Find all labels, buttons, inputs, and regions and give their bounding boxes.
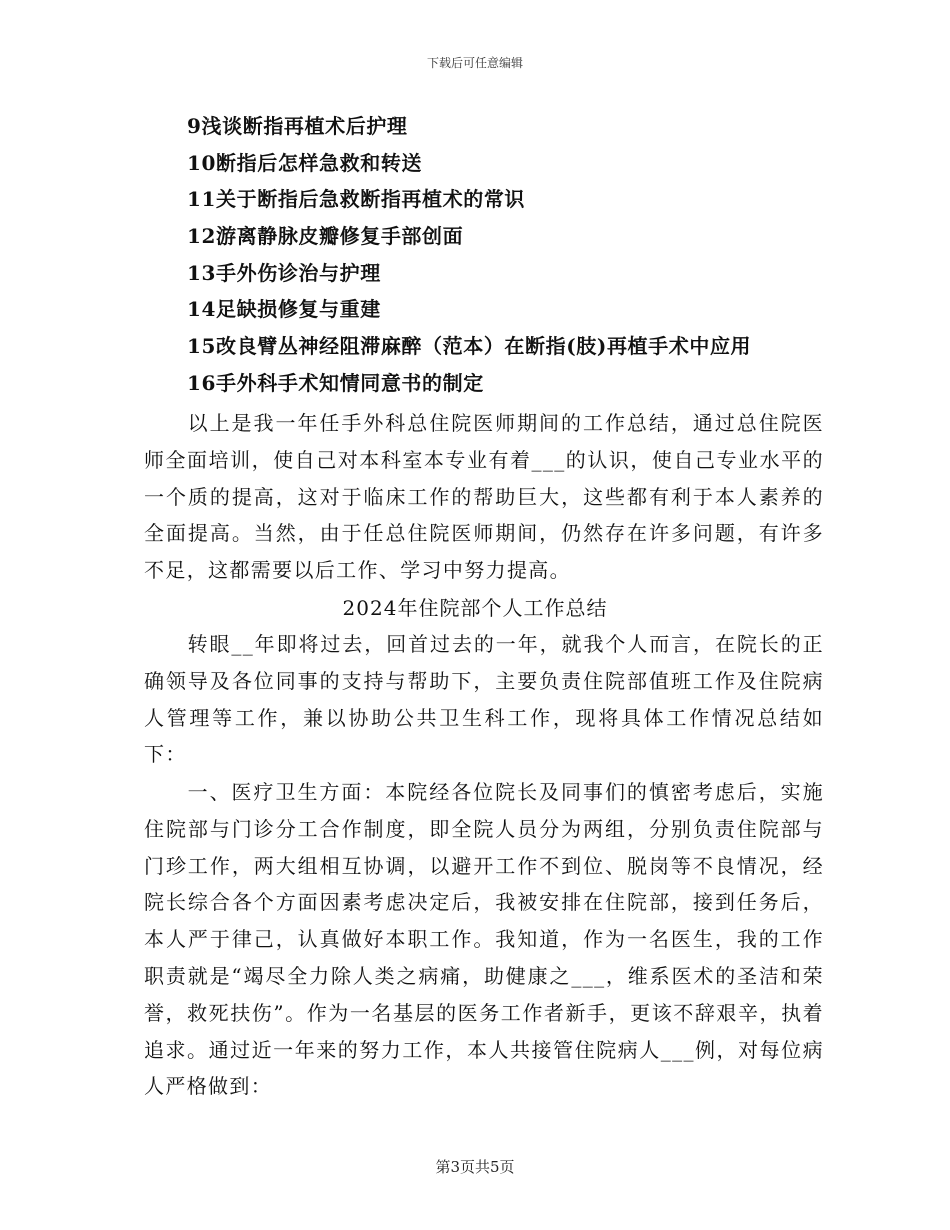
section-title: 2024年住院部个人工作总结 [342, 596, 608, 620]
intro-paragraph-text: 转眼__年即将过去，回首过去的一年，就我个人而言，在院长的正确领导及各位同事的支持与帮助下，主要负责住院部值班工作及住院病人管理等工作，兼以协助公共卫生科工作，现将具体工作情况总结如下： [144, 632, 824, 767]
page-header: 下载后可任意编辑 [426, 56, 523, 70]
list-item: 11关于断指后急救断指再植术的常识 [187, 187, 526, 212]
page-footer: 第3页共5页 [435, 1158, 515, 1176]
intro-paragraph [144, 626, 824, 773]
medical-paragraph [144, 774, 824, 1105]
article-list [187, 108, 887, 402]
summary-paragraph-text: 以上是我一年任手外科总住院医师期间的工作总结，通过总住院医师全面培训，使自己对本科室本专业有着___的认识，使自己专业水平的一个质的提高，这对于临床工作的帮助巨大，这些都有利于本人素养的全面提高。当然，由于任总住院医师期间，仍然存在许多问题，有许多不足，这都需要以后工作、学习中努力提高。 [144, 411, 824, 583]
summary-paragraph [144, 405, 824, 589]
medical-paragraph-text: 一、医疗卫生方面：本院经各位院长及同事们的慎密考虑后，实施住院部与门诊分工合作制度，即全院人员分为两组，分别负责住院部与门珍工作，两大组相互协调，以避开工作不到位、脱岗等不良情况，经院长综合各个方面因素考虑决定后，我被安排在住院部，接到任务后，本人严于律己，认真做好本职工作。我知道，作为一名医生，我的工作职责就是“竭尽全力除人类之病痛，助健康之___，维系医术的圣洁和荣誉，救死扶伤”。作为一名基层的医务工作者新手，更该不辞艰辛，执着追求。通过近一年来的努力工作，本人共接管住院病人___例，对每位病人严格做到： [144, 780, 824, 1099]
list-item: 14足缺损修复与重建 [187, 297, 381, 322]
list-item: 16手外科手术知情同意书的制定 [187, 370, 484, 395]
list-item: 15改良臂丛神经阻滞麻醉（范本）在断指(肢)再植手术中应用 [187, 334, 752, 359]
list-item: 13手外伤诊治与护理 [187, 260, 381, 285]
list-item: 10断指后怎样急救和转送 [187, 150, 423, 175]
list-item: 9浅谈断指再植术后护理 [187, 114, 408, 138]
list-item: 12游离静脉皮瓣修复手部创面 [187, 224, 464, 249]
